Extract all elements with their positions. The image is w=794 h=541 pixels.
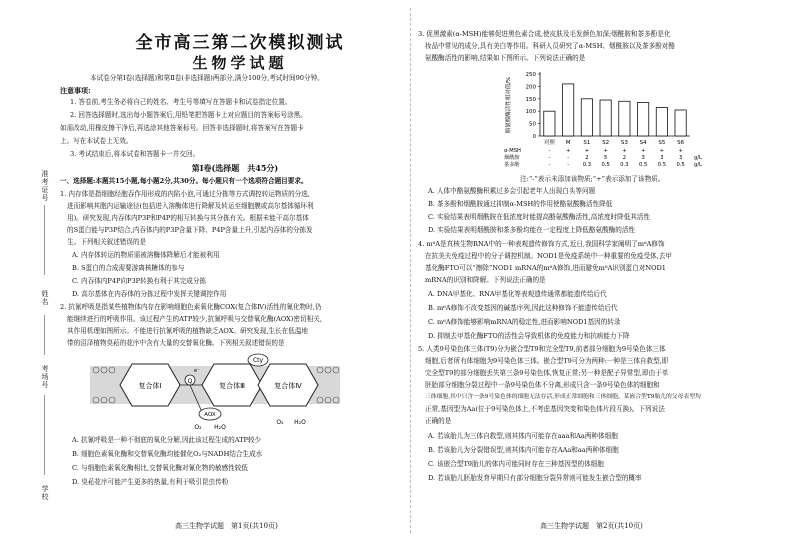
category-label: S2 bbox=[602, 140, 610, 146]
table-cell: 0.3 bbox=[620, 162, 629, 168]
cytochrome-c-label: Cty bbox=[252, 357, 264, 364]
question-5-line: 正常,基因型为Aa(位于9号染色体上,不考虑基因突变和染色体片段互换)。下列说法 bbox=[425, 405, 665, 413]
bar-7 bbox=[675, 110, 686, 136]
question-4-option-b: B. m⁶A修饰不改变基因的碱基序列,因此这种修饰不能遗传给后代 bbox=[428, 304, 618, 312]
question-5-line: 胚胎部分细胞分裂过程中一条9号染色体不分离,形成只含一条9号染色体的细胞和 bbox=[425, 381, 660, 389]
table-cell: + bbox=[659, 148, 665, 154]
bar-0 bbox=[544, 111, 555, 136]
table-row-label: α-MSH bbox=[504, 148, 521, 154]
question-5-line: 三体细胞,其中只含一条9号染色体的细胞无法存活,形成正常细胞和三体细胞。某嵌合型T9胎儿的父母表型均 bbox=[425, 394, 701, 400]
complex4-oxygen-label: O₂ bbox=[276, 419, 284, 426]
category-label: S6 bbox=[677, 140, 685, 146]
y-tick-label: 50 bbox=[529, 121, 536, 128]
question-4-line: 基化酶FTO可以“擦除”NOD1 mRNA的m⁶A修饰,进而避免m⁶A识别蛋白对NOD1 bbox=[425, 264, 666, 272]
bar-2 bbox=[581, 99, 592, 136]
name-line bbox=[44, 315, 45, 355]
notes-heading: 注意事项: bbox=[60, 86, 91, 95]
table-cell: 3 bbox=[660, 155, 664, 161]
complex4-water-label: H₂O bbox=[294, 419, 306, 426]
table-cell: 0.5 bbox=[639, 162, 648, 168]
electron-label: e⁻ bbox=[194, 368, 200, 374]
question-3-option-a: A. 人体中酪氨酸酶积累过多会引起老年人出现白头等问题 bbox=[428, 187, 596, 195]
question-5-line: 完全型T9的部分细胞丢失第三条9号染色体,恢复正常;另一种是配子异常型,即由于单 bbox=[425, 369, 669, 377]
y-tick-label: 0 bbox=[532, 134, 536, 140]
question-4-line: mRNA的识别和降解。下列说法正确的是 bbox=[425, 276, 546, 284]
question-5-option-d: D. 若该胎儿胚胎发育早期只有部分细胞分裂异常则可能发生嵌合型的概率 bbox=[428, 474, 642, 482]
question-1-line: 用)。研究发现,内吞体内P3P和P4P的相互转换与其分拣有关。根据未能干高尔基体 bbox=[67, 214, 309, 222]
table-cell: 2 bbox=[622, 155, 627, 161]
question-5-option-a: A. 若该胎儿为三体自救型,则其体内可能存在aaa和Aa两种体细胞 bbox=[428, 432, 618, 440]
exam-number-label: 准考证号 bbox=[41, 170, 49, 202]
question-5-line: 5. 人类9号染色体三体(T9)分为嵌合型T9和完全型T9,前者部分细胞为9号染色体三体 bbox=[418, 345, 666, 353]
table-cell: 2 bbox=[585, 155, 589, 161]
table-cell: - bbox=[567, 155, 570, 161]
complex-3-label: 复合体Ⅲ bbox=[219, 382, 245, 390]
chart-note: 注:“-”表示未添加该物质;“+”表示添加了该物质。 bbox=[520, 175, 665, 183]
ubiquinone-label: Q bbox=[187, 378, 193, 385]
category-label: S1 bbox=[583, 140, 591, 146]
note-line: 如需改动,用橡皮擦干净后,再选涂其他答案标号。回答非选择题时,将答案写在答题卡 bbox=[60, 124, 304, 132]
question-3-line: 3. 促黑激素(α-MSH)能够促进黑色素合成,使皮肤及毛发颜色加深;烟酰胺和茶多酚是化 bbox=[418, 30, 671, 38]
table-cell: - bbox=[548, 162, 551, 168]
question-3-option-c: C. 实验结果表明烟酰胺在低浓度时能提高酪氨酸酶活性,高浓度时降低其活性 bbox=[428, 213, 651, 221]
question-4-option-a: A. DNA甲基化、RNA甲基化等表观遗传通常都能遗传给后代 bbox=[428, 290, 607, 298]
aox-label: AOX bbox=[204, 412, 216, 418]
section-description: 一、选择题:本题共15小题,每小题2分,共30分。每小题只有一个选项符合题目要求。 bbox=[60, 177, 308, 185]
question-5-line: 正确的是 bbox=[425, 417, 452, 425]
treatment-table bbox=[504, 148, 702, 168]
bar-3 bbox=[600, 100, 611, 136]
exam-room-line bbox=[44, 395, 45, 475]
question-1-line: 进而影响其胞内运输途径(包括进入溶酶体进行降解及转运至细胞膜或高尔基体循环利 bbox=[67, 202, 314, 210]
binding-sidebar bbox=[0, 0, 55, 541]
question-5-option-c: C. 该嵌合型T9胎儿的体内可能同时存在三种基因型的体细胞 bbox=[428, 460, 604, 468]
question-5-option-b: B. 若该胎儿为分裂错误型,则其体内可能存在AAa和aa两种体细胞 bbox=[428, 446, 619, 454]
category-label: 对照 bbox=[543, 140, 555, 146]
question-2-line: 其作用机理如图所示。不能进行抗氰呼吸的植物缺乏AOX。研究发现,生长在低温地 bbox=[67, 327, 309, 335]
exam-room-label: 考场号 bbox=[41, 365, 49, 389]
page-divider bbox=[410, 8, 411, 533]
intro-text: 本试卷分第Ⅰ卷(选择题)和第Ⅱ卷(非选择题)两部分,满分100分,考试时间90分钟。 bbox=[90, 74, 324, 82]
bars bbox=[544, 84, 687, 136]
question-4-option-d: D. 抑制去甲基化酶FTO的活性会导致机体的免疫能力和抗病能力下降 bbox=[428, 332, 630, 340]
note-line: 3. 考试结束后,将本试卷和答题卡一并交回。 bbox=[70, 150, 200, 158]
section-title: 第Ⅰ卷(选择题 共45分) bbox=[191, 163, 279, 173]
category-label: S3 bbox=[620, 140, 628, 146]
y-axis-label: 酪氨酸酶活性相对值/% bbox=[506, 76, 512, 134]
complex-1-label: 复合体Ⅰ bbox=[138, 382, 162, 390]
table-cell: 3 bbox=[678, 155, 683, 161]
table-cell: 5 bbox=[603, 155, 608, 161]
question-3-line: 妆品中常见的成分,具有美白等作用。科研人员研究了α-MSH、烟酰胺以及茶多酚对酪 bbox=[425, 42, 675, 50]
table-row-label: 烟酰胺 bbox=[504, 155, 520, 161]
table-cell: + bbox=[678, 148, 683, 154]
category-labels bbox=[544, 138, 685, 146]
table-cell: - bbox=[567, 162, 570, 168]
question-2-option-d: D. 臭菘花序可能产生更多的热量,有利于吸引昆虫传粉 bbox=[72, 478, 229, 486]
table-cell: + bbox=[584, 148, 590, 154]
y-tick-label: 150 bbox=[525, 96, 536, 103]
category-label: S5 bbox=[658, 140, 666, 146]
question-1-option-d: D. 高尔基体在内吞体的分拣过程中发挥关键调控作用 bbox=[72, 290, 227, 298]
table-cell: 3 bbox=[641, 155, 645, 161]
question-1-option-c: C. 内吞体内P4P向P3P转换有利于其完成分拣 bbox=[72, 277, 207, 285]
respiratory-chain-diagram bbox=[90, 352, 340, 432]
aox-water-label: H₂O bbox=[214, 424, 226, 431]
table-cell: 0.3 bbox=[582, 162, 591, 168]
question-1-line: 生。下列相关叙述错误的是 bbox=[67, 238, 147, 246]
y-tick-label: 100 bbox=[525, 109, 536, 116]
question-4-line: 在抗美夫免疫过程中的分子调控机制。NOD1是免疫系统中一种重要的免疫受体,去甲 bbox=[425, 252, 672, 260]
question-2-line: 2. 抗氰呼吸是指某些植物体内存在影响细胞色素氧化酶COX(复合体Ⅳ)活性的氰化物时,仍 bbox=[60, 303, 322, 311]
bar-6 bbox=[656, 107, 667, 136]
complex-4-label: 复合体Ⅳ bbox=[274, 382, 302, 390]
bar-1 bbox=[563, 84, 574, 136]
y-ticks bbox=[526, 72, 541, 140]
table-cell: - bbox=[548, 155, 551, 161]
tyrosinase-activity-chart bbox=[500, 66, 720, 178]
aox-oxygen-label: O₂ bbox=[194, 424, 202, 431]
bar-5 bbox=[638, 103, 649, 136]
question-3-line: 氨酸酶活性的影响,结果如下图所示。下列说法正确的是 bbox=[425, 54, 586, 62]
category-label: S4 bbox=[639, 140, 647, 146]
table-row-label: 茶多酚 bbox=[504, 162, 520, 168]
exam-number-line bbox=[44, 205, 45, 275]
page-1-footer: 高三生物学试题 第1页(共10页) bbox=[175, 522, 278, 530]
table-unit: g/L bbox=[694, 162, 702, 168]
question-3-option-d: D. 实验结果表明烟酰胺和茶多酚均能在一定程度上降低酪氨酸酶的活性 bbox=[428, 226, 636, 234]
question-3-option-b: B. 茶多酚和烟酰胺通过抑制α-MSH的作用使酪氨酸酶活性降低 bbox=[428, 200, 613, 208]
question-1-option-b: B. S蛋白的合成需要游离核糖体的参与 bbox=[72, 264, 185, 272]
question-4-option-c: C. m⁶A修饰能够影响mRNA的稳定性,进而影响NOD1基因的转录 bbox=[428, 318, 621, 326]
table-cell: 0.5 bbox=[676, 162, 685, 168]
question-4-line: 4. m⁶A是真核生物RNA中的一种表观遗传修饰方式,近日,我国科学家阐明了m⁶A修饰 bbox=[418, 240, 665, 248]
question-2-line: 能继续进行的呼吸作用。该过程产生的ATP较少,抗氰呼吸与交替氧化酶(AOX)密切相关, bbox=[67, 315, 322, 323]
question-1-line: 的S蛋白能与P3P结合,内吞体内的P3P含量下降、P4P含量上升,引起内吞体的分拣发 bbox=[67, 226, 313, 234]
question-2-option-b: B. 细胞色素氧化酶和交替氧化酶均能催化O₂与NADH结合生成水 bbox=[72, 450, 263, 458]
table-cell: 0.5 bbox=[601, 162, 610, 168]
question-1-option-a: A. 内存体转运的物质需被溶酶体降解后才能被利用 bbox=[72, 251, 220, 259]
table-unit: g/L bbox=[694, 155, 702, 161]
exam-subtitle: 生物学试题 bbox=[192, 54, 288, 72]
note-line: 2. 回答选择题时,选出每小题答案后,用铅笔把答题卡上对应题目的答案标号涂黑。 bbox=[70, 111, 307, 119]
exam-title: 全市高三第二次模拟测试 bbox=[135, 33, 345, 53]
bar-4 bbox=[619, 101, 630, 136]
y-tick-label: 200 bbox=[525, 84, 536, 91]
table-cell: + bbox=[603, 148, 608, 154]
question-5-line: 细胞,后者所有体细胞为9号染色体三体。嵌合型T9可分为两种:一种是三体自救型,即 bbox=[425, 357, 669, 365]
question-2-option-c: C. 与细胞色素氧化酶相比,交替氧化酶对氰化物的敏感性较低 bbox=[72, 464, 248, 472]
question-1-line: 1. 内存体是指细胞经胞吞作用形成的内陷小泡,可通过分拣等方式调控转运物质的分选, bbox=[60, 190, 310, 198]
name-label: 姓名 bbox=[41, 290, 49, 306]
table-cell: + bbox=[565, 148, 571, 154]
note-line: 1. 答卷前,考生务必将自己的姓名、考生号等填写在答题卡和试卷指定位置。 bbox=[70, 98, 292, 106]
table-cell: 0.5 bbox=[657, 162, 666, 168]
question-2-option-a: A. 抗氰呼吸是一种不彻底的氧化分解,因此该过程生成的ATP较少 bbox=[72, 436, 262, 444]
question-2-line: 带的沼泽植物臭菘的花序中含有大量的交替氧化酶。下列相关叙述错误的是 bbox=[67, 339, 285, 347]
school-label: 学校 bbox=[41, 485, 49, 501]
table-cell: + bbox=[640, 148, 646, 154]
category-label: M bbox=[565, 140, 571, 146]
page-2-footer: 高三生物学试题 第2页(共10页) bbox=[540, 522, 643, 530]
y-tick-label: 250 bbox=[525, 72, 536, 78]
note-line: 上。写在本试卷上无效。 bbox=[60, 137, 133, 145]
table-cell: - bbox=[548, 148, 551, 154]
table-cell: + bbox=[622, 148, 627, 154]
